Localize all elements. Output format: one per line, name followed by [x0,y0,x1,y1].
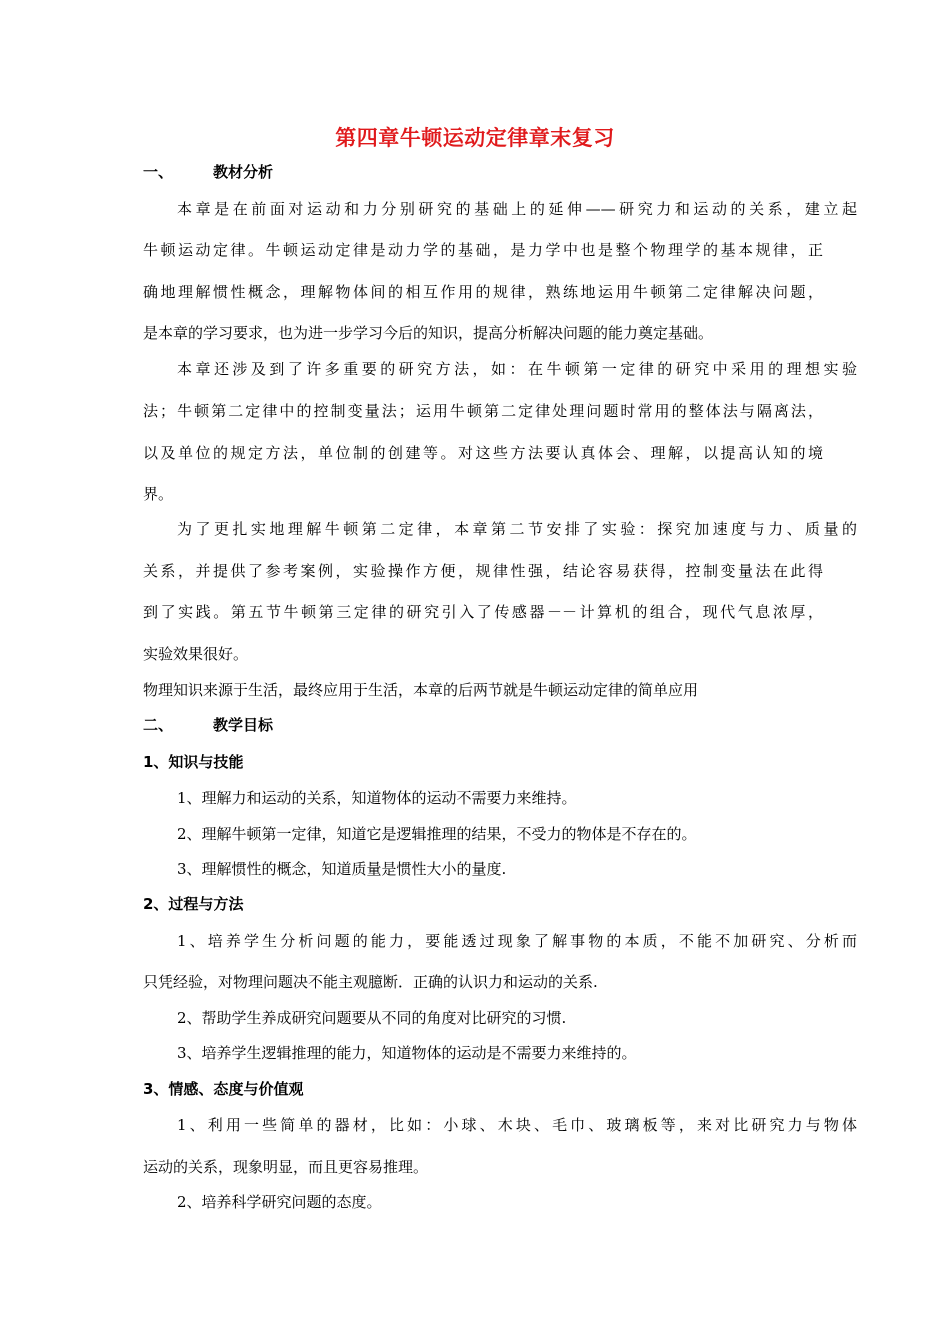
paragraph-line: 为了更扎实地理解牛顿第二定律，本章第二节安排了实验：探究加速度与力、质量的 [177,520,857,538]
section-number: 一、 [143,163,174,181]
section-title: 教材分析 [213,163,274,181]
paragraph-line: 确地理解惯性概念，理解物体间的相互作用的规律，熟练地运用牛顿第二定律解决问题， [143,283,823,301]
list-item: 2、培养科学研究问题的态度。 [177,1193,382,1211]
subsection-heading: 1、知识与技能 [143,753,244,771]
list-item: 3、培养学生逻辑推理的能力，知道物体的运动是不需要力来维持的。 [177,1044,637,1062]
paragraph-line: 实验效果很好。 [143,645,249,663]
section-heading-objectives [143,714,823,736]
paragraph-line: 牛顿运动定律。牛顿运动定律是动力学的基础，是力学中也是整个物理学的基本规律，正 [143,241,823,259]
paragraph-line: 本章还涉及到了许多重要的研究方法，如：在牛顿第一定律的研究中采用的理想实验 [177,360,857,378]
document-title: 第四章牛顿运动定律章末复习 [335,126,615,150]
section-heading-analysis [143,161,823,183]
paragraph-line: 法；牛顿第二定律中的控制变量法；运用牛顿第二定律处理问题时常用的整体法与隔离法， [143,402,823,420]
paragraph-line: 以及单位的规定方法，单位制的创建等。对这些方法要认真体会、理解，以提高认知的境 [143,444,823,462]
paragraph-line: 本章是在前面对运动和力分别研究的基础上的延伸——研究力和运动的关系，建立起 [177,200,857,218]
list-item: 1、利用一些简单的器材，比如：小球、木块、毛巾、玻璃板等，来对比研究力与物体 [177,1116,857,1134]
section-number: 二、 [143,716,174,734]
list-item: 3、理解惯性的概念，知道质量是惯性大小的量度. [177,860,507,878]
paragraph-line: 是本章的学习要求，也为进一步学习今后的知识，提高分析解决问题的能力奠定基础。 [143,324,714,342]
list-item: 2、帮助学生养成研究问题要从不同的角度对比研究的习惯. [177,1009,567,1027]
subsection-heading: 3、情感、态度与价值观 [143,1080,304,1098]
paragraph-line: 关系，并提供了参考案例，实验操作方便，规律性强，结论容易获得，控制变量法在此得 [143,562,823,580]
paragraph-line: 界。 [143,485,174,503]
list-item: 1、培养学生分析问题的能力，要能透过现象了解事物的本质，不能不加研究、分析而 [177,932,857,950]
list-item: 1、理解力和运动的关系，知道物体的运动不需要力来维持。 [177,789,577,807]
list-item-continuation: 运动的关系，现象明显，而且更容易推理。 [143,1158,429,1176]
subsection-heading: 2、过程与方法 [143,895,244,913]
list-item-continuation: 只凭经验，对物理问题决不能主观臆断．正确的认识力和运动的关系. [143,973,598,991]
paragraph-line: 物理知识来源于生活，最终应用于生活，本章的后两节就是牛顿运动定律的简单应用 [143,681,699,699]
paragraph-line: 到了实践。第五节牛顿第三定律的研究引入了传感器－－计算机的组合，现代气息浓厚， [143,603,823,621]
section-title: 教学目标 [213,716,274,734]
list-item: 2、理解牛顿第一定律，知道它是逻辑推理的结果，不受力的物体是不存在的。 [177,825,697,843]
